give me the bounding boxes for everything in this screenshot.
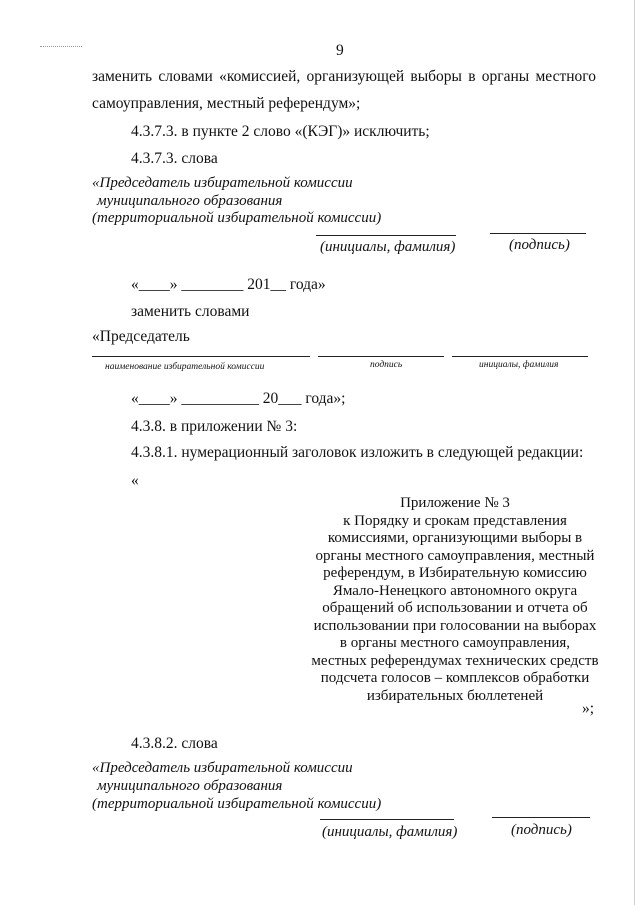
appendix-line: референдум, в Избирательную комиссию	[323, 565, 587, 581]
appendix-line: Ямало-Ненецкого автономного округа	[332, 582, 578, 599]
sig1-signature-label: (подпись)	[509, 237, 570, 253]
replace-with-text: заменить словами	[131, 303, 250, 320]
item-4-3-7-3-b: 4.3.7.3. слова	[131, 150, 218, 167]
sig3-title-line3: (территориальной избирательной комиссии)	[92, 796, 382, 812]
appendix-line: органы местного самоуправления, местный	[315, 547, 595, 564]
sig2-signature-label: подпись	[370, 360, 403, 370]
sig2-initials-line	[452, 356, 588, 357]
sig2-signature-line	[318, 356, 444, 357]
paragraph-line-1: заменить словами «комиссией, организующей выборы в органы местного	[92, 68, 596, 85]
appendix-line: местных референдумах технических средств	[311, 652, 599, 669]
sig3-signature-label: (подпись)	[511, 822, 572, 838]
close-quote: »;	[582, 700, 595, 717]
date-line-1: «____» ________ 201__ года»	[131, 276, 326, 293]
sig3-initials-label: (инициалы, фамилия)	[322, 824, 458, 840]
chairman-text: «Председатель	[92, 328, 190, 345]
commission-name-label: наименование избирательной комиссии	[105, 362, 265, 372]
appendix-line: избирательных бюллетеней	[366, 687, 544, 704]
paragraph-line-2: самоуправления, местный референдум»;	[92, 95, 361, 112]
sig1-signature-line	[490, 233, 586, 234]
date-line-2: «____» __________ 20___ года»;	[131, 390, 346, 407]
sig3-initials-line	[320, 819, 454, 820]
sig3-title-line2: муниципального образования	[97, 778, 283, 794]
sig1-title-line2: муниципального образования	[97, 193, 283, 209]
appendix-line: использовании при голосовании на выборах	[313, 617, 597, 634]
sig3-title-line1: «Председатель избирательной комиссии	[92, 760, 353, 776]
sig3-signature-line	[492, 817, 590, 818]
scan-artifact-dots	[40, 46, 82, 47]
appendix-heading-block	[300, 495, 610, 705]
sig1-initials-label: (инициалы, фамилия)	[320, 239, 456, 255]
sig2-initials-label: инициалы, фамилия	[479, 360, 559, 370]
item-4-3-8-2: 4.3.8.2. слова	[131, 735, 218, 752]
sig1-title-line1: «Председатель избирательной комиссии	[92, 175, 353, 191]
appendix-line: подсчета голосов – комплексов обработки	[320, 670, 590, 686]
item-4-3-8: 4.3.8. в приложении № 3:	[131, 418, 298, 435]
item-4-3-8-1: 4.3.8.1. нумерационный заголовок изложить в следующей редакции:	[131, 444, 584, 461]
sig1-title-line3: (территориальной избирательной комиссии)	[92, 210, 382, 226]
page-number: 9	[336, 42, 344, 59]
open-quote: «	[131, 472, 139, 489]
appendix-line: Приложение № 3	[400, 495, 510, 511]
appendix-line: к Порядку и срокам представления	[343, 512, 567, 529]
sig1-initials-line	[316, 235, 456, 236]
appendix-line: в органы местного самоуправления,	[339, 635, 571, 651]
commission-name-line	[92, 356, 310, 357]
page-edge-line	[634, 0, 635, 905]
item-4-3-7-3-a: 4.3.7.3. в пункте 2 слово «(КЭГ)» исключить;	[131, 123, 430, 140]
appendix-line: комиссиями, организующими выборы в	[327, 530, 583, 546]
appendix-line: обращений об использовании и отчета об	[322, 600, 588, 616]
